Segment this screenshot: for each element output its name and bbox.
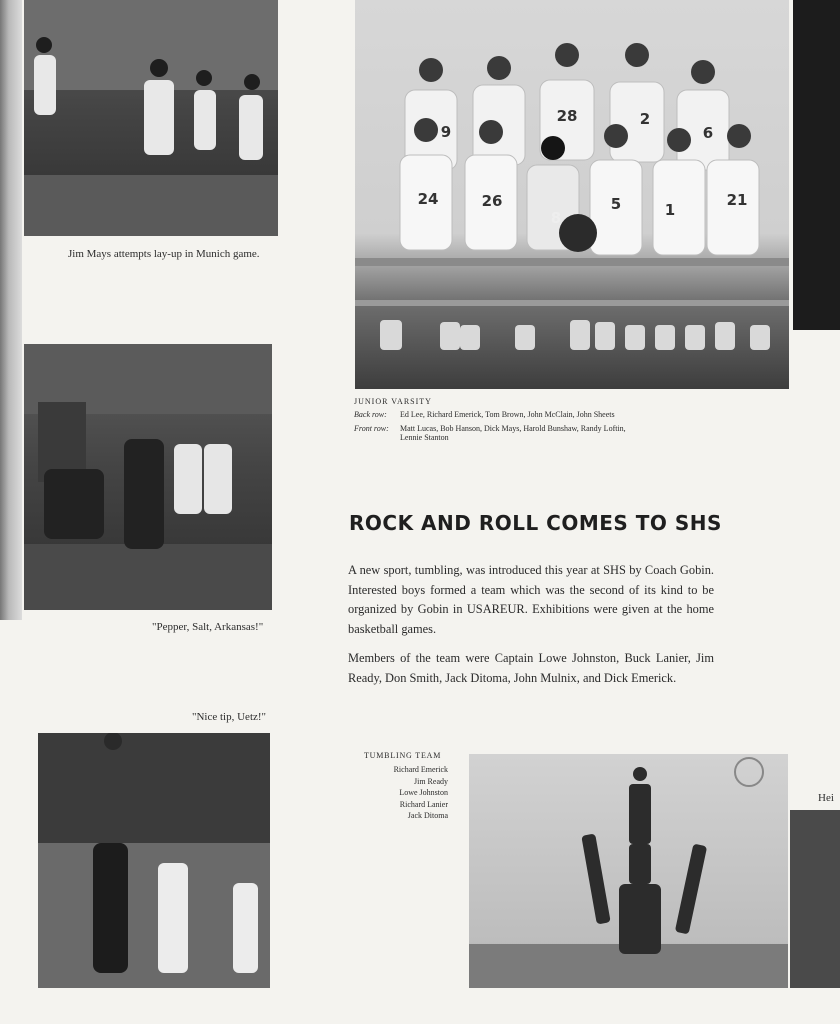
jersey-front-6: 21: [726, 191, 748, 209]
jv-front-label: Front row:: [354, 424, 389, 433]
caption-layup: Jim Mays attempts lay-up in Munich game.: [68, 248, 260, 260]
huddle-scene: [24, 344, 272, 610]
jersey-back-3: 28: [556, 107, 578, 125]
jersey-front-3: 8: [550, 209, 562, 227]
photo-layup: [24, 0, 278, 236]
jv-front-names-1: Matt Lucas, Bob Hanson, Dick Mays, Harold Bunshaw, Randy Loftin,: [400, 424, 626, 433]
adjacent-page-photo-strip: [790, 810, 840, 988]
jv-front-row: [354, 424, 626, 434]
page-gutter: [0, 0, 22, 620]
tumbling-member: Richard Emerick: [393, 765, 448, 774]
tipoff-scene: [38, 733, 270, 988]
basketball-icon: [559, 214, 597, 252]
hoop-icon: [735, 758, 763, 786]
jv-front-row-cont: [400, 433, 449, 443]
photo-tumbling: [469, 754, 788, 988]
jersey-front-2: 26: [481, 192, 503, 210]
tumbling-scene: [469, 754, 788, 988]
jv-team-scene: [355, 0, 789, 389]
layup-scene: [24, 0, 278, 236]
jersey-front-1: 24: [417, 190, 439, 208]
jv-back-row: [354, 410, 615, 420]
tumbling-members: [360, 764, 448, 822]
jv-front-names-2: Lennie Stanton: [400, 433, 449, 442]
jv-back-label: Back row:: [354, 410, 387, 419]
jersey-front-4: 5: [610, 195, 622, 213]
tumbling-member: Jim Ready: [414, 776, 448, 786]
photo-huddle: [24, 344, 272, 610]
edge-fragment: Hei: [818, 792, 834, 804]
adjacent-page-strip: [793, 0, 840, 330]
article-paragraph-1: A new sport, tumbling, was introduced this year at SHS by Coach Gobin. Interested boys formed a team which was the second of its kind to be organized by Gobin in USAREUR. Exhibitions were given at the home basketball games.: [348, 563, 714, 636]
jersey-back-1: 9: [440, 123, 452, 141]
jv-back-names: Ed Lee, Richard Emerick, Tom Brown, John McClain, John Sheets: [400, 410, 615, 419]
jersey-back-5: 6: [702, 124, 714, 142]
jersey-front-5: 1: [664, 201, 676, 219]
tumbling-member: Jack Ditoma: [407, 811, 448, 820]
tumbling-title: TUMBLING TEAM: [364, 751, 442, 760]
caption-pepper: "Pepper, Salt, Arkansas!": [152, 621, 264, 633]
tumbling-member: Richard Lanier: [399, 799, 448, 809]
caption-tip: "Nice tip, Uetz!": [192, 711, 267, 723]
article-heading: ROCK AND ROLL COMES TO SHS: [349, 511, 722, 535]
article-paragraph-2: Members of the team were Captain Lowe Johnston, Buck Lanier, Jim Ready, Don Smith, Jack Ditoma, John Mulnix, and Dick Emerick.: [348, 651, 714, 685]
photo-tipoff: [38, 733, 270, 988]
jv-title: JUNIOR VARSITY: [354, 397, 432, 406]
tumbling-member: Lowe Johnston: [399, 788, 448, 797]
photo-junior-varsity: [355, 0, 789, 389]
jersey-back-4: 2: [639, 110, 651, 128]
